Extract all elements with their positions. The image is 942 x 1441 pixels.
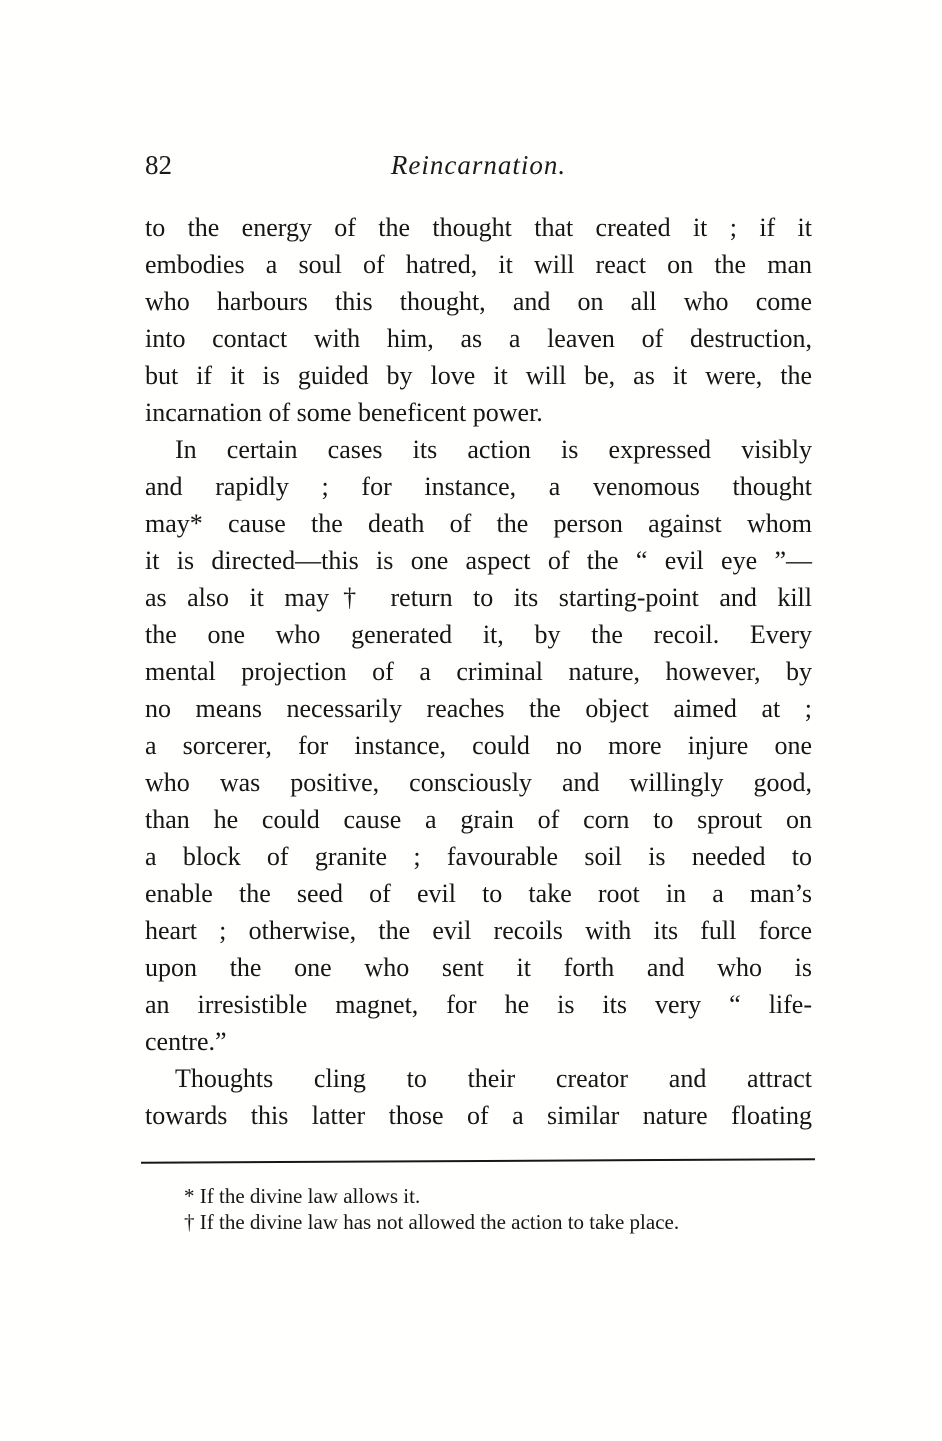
text-line: centre.” bbox=[145, 1027, 227, 1056]
body-text bbox=[145, 209, 812, 1134]
text-line: enable the seed of evil to take root in a man’s bbox=[145, 879, 812, 908]
running-title: Reincarnation. bbox=[390, 150, 567, 180]
text-line: into contact with him, as a leaven of destruction, bbox=[145, 324, 812, 353]
text-line: but if it is guided by love it will be, as it were, the bbox=[145, 361, 812, 390]
paragraph bbox=[145, 209, 812, 431]
text-line: no means necessarily reaches the object aimed at ; bbox=[145, 694, 812, 723]
text-line: the one who generated it, by the recoil. Every bbox=[145, 620, 812, 649]
text-line: In certain cases its action is expressed visibly bbox=[175, 435, 812, 464]
text-line: as also it may† return to its starting-point and kill bbox=[145, 583, 812, 612]
footnote-rule bbox=[141, 1158, 815, 1164]
text-line: heart ; otherwise, the evil recoils with its full force bbox=[145, 916, 812, 945]
text-line: embodies a soul of hatred, it will react on the man bbox=[145, 250, 812, 279]
text-line: Thoughts cling to their creator and attract bbox=[175, 1064, 812, 1093]
paragraph bbox=[145, 431, 812, 1060]
text-line: a sorcerer, for instance, could no more injure one bbox=[145, 731, 812, 760]
footnote-line: * If the divine law allows it. bbox=[184, 1184, 421, 1208]
text-line: than he could cause a grain of corn to sprout on bbox=[145, 805, 812, 834]
text-line: it is directed—this is one aspect of the “ evil eye ”— bbox=[145, 546, 812, 575]
footnote-line: † If the divine law has not allowed the action to take place. bbox=[184, 1210, 680, 1234]
page-header bbox=[145, 150, 812, 184]
paragraph bbox=[145, 1060, 812, 1134]
text-line: may* cause the death of the person against whom bbox=[145, 509, 812, 538]
text-line: to the energy of the thought that created it ; if it bbox=[145, 213, 812, 242]
text-line: an irresistible magnet, for he is its very “ life- bbox=[145, 990, 812, 1019]
text-line: incarnation of some beneficent power. bbox=[145, 398, 543, 427]
text-line: a block of granite ; favourable soil is needed to bbox=[145, 842, 812, 871]
text-line: and rapidly ; for instance, a venomous thought bbox=[145, 472, 812, 501]
text-line: mental projection of a criminal nature, however, by bbox=[145, 657, 812, 686]
text-line: towards this latter those of a similar nature floating bbox=[145, 1101, 812, 1130]
text-line: who was positive, consciously and willingly good, bbox=[145, 768, 812, 797]
footnotes bbox=[184, 1183, 824, 1235]
page-number: 82 bbox=[145, 150, 172, 180]
text-line: who harbours this thought, and on all who come bbox=[145, 287, 812, 316]
text-line: upon the one who sent it forth and who is bbox=[145, 953, 812, 982]
